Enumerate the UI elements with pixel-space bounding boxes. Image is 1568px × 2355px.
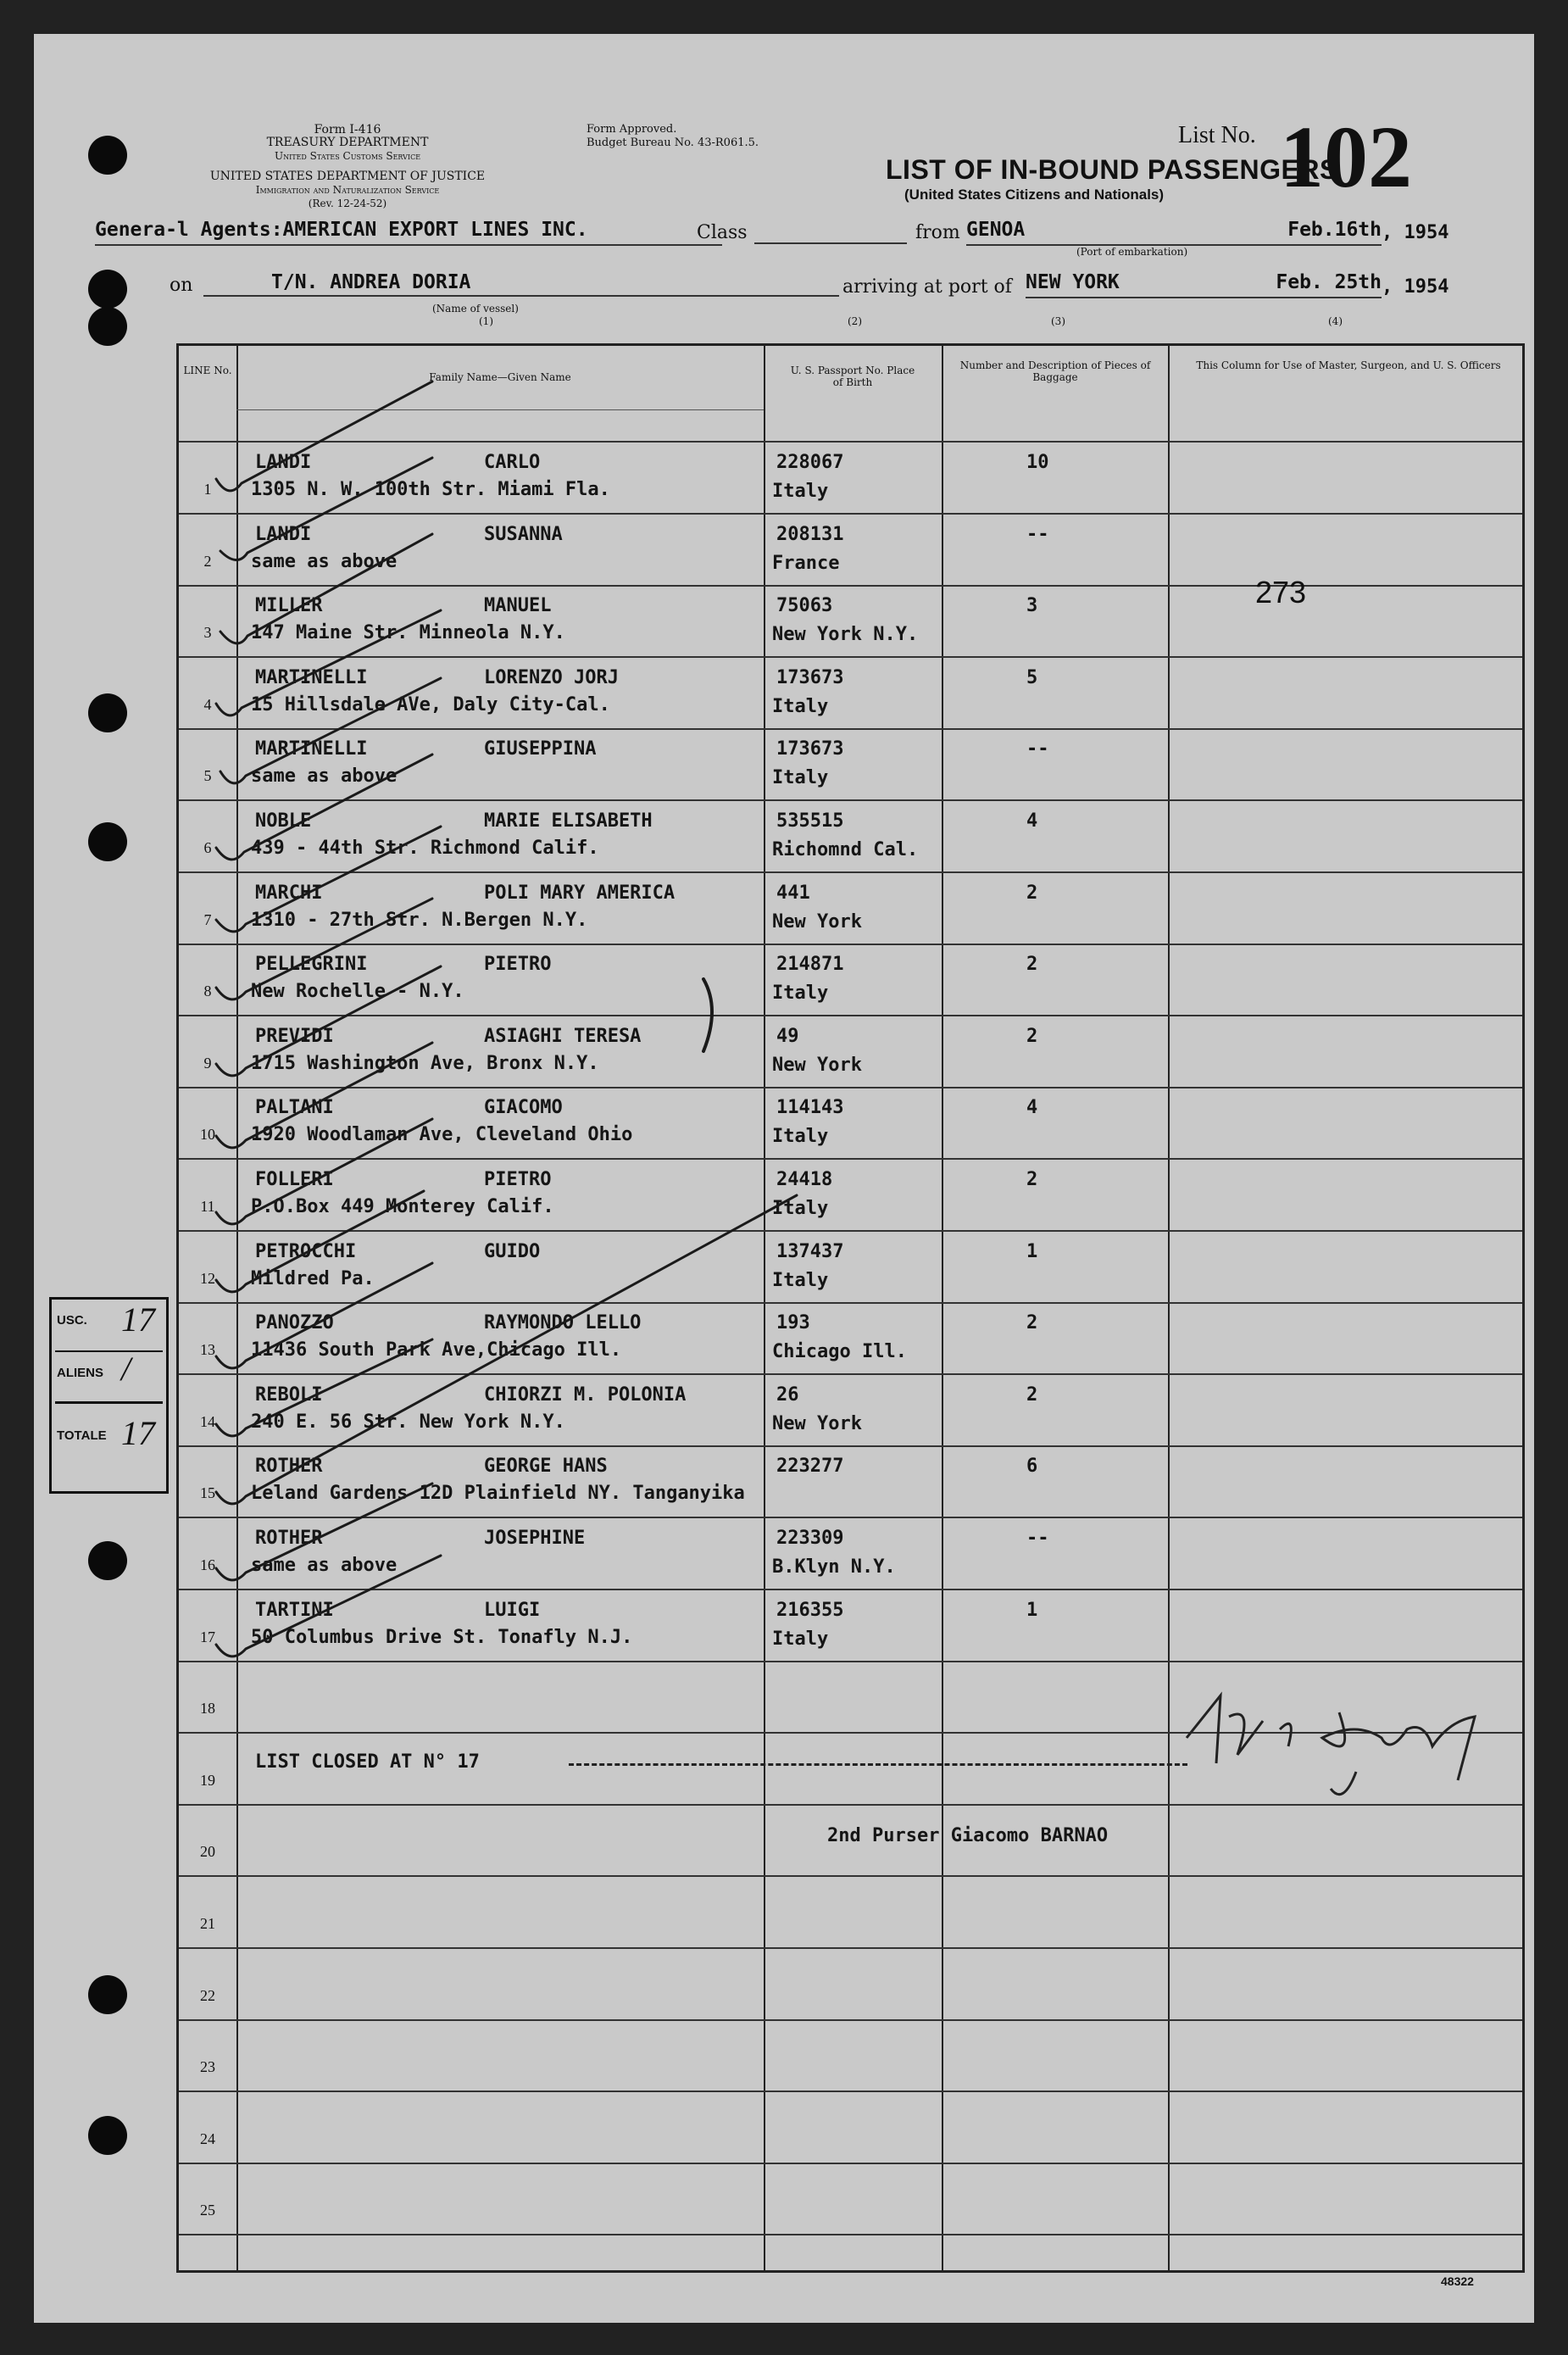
baggage-count: --	[1026, 738, 1049, 760]
family-name: REBOLI	[255, 1383, 323, 1406]
row-number: 4	[203, 695, 212, 713]
baggage-count: 1	[1026, 1240, 1038, 1262]
checkmark	[216, 899, 432, 999]
baggage-count: 2	[1026, 1383, 1038, 1406]
given-name: POLI MARY AMERICA	[484, 882, 676, 904]
place-of-birth: Italy	[772, 481, 829, 502]
place-of-birth: B.Klyn N.Y.	[772, 1556, 896, 1578]
column-2-number: (2)	[848, 315, 862, 327]
baggage-count: 4	[1026, 810, 1038, 832]
customs-service: United States Customs Service	[274, 150, 421, 162]
passport-number: 75063	[776, 595, 833, 617]
row-number: 20	[200, 1843, 215, 1861]
form-revision: (Rev. 12-24-52)	[308, 198, 387, 209]
list-closed-text: LIST CLOSED AT N° 17	[255, 1751, 480, 1773]
row-number: 16	[200, 1556, 215, 1573]
given-name: LUIGI	[484, 1599, 541, 1621]
row-number: 9	[203, 1054, 212, 1072]
justice-dept: UNITED STATES DEPARTMENT OF JUSTICE	[209, 170, 486, 183]
row-number: 2	[203, 552, 212, 570]
place-of-birth: Richomnd Cal.	[772, 839, 919, 860]
row-number: 18	[200, 1700, 215, 1718]
address: 15 Hillsdale AVe, Daly City-Cal.	[251, 693, 610, 715]
arrival-year: , 1954	[1382, 276, 1449, 298]
place-of-birth: Italy	[772, 1628, 829, 1650]
given-name: CARLO	[484, 452, 541, 473]
arrival-port: NEW YORK	[1026, 271, 1220, 298]
baggage-count: 2	[1026, 1312, 1038, 1334]
given-name: LORENZO JORJ	[484, 666, 619, 688]
given-name: GIACOMO	[484, 1097, 563, 1119]
given-name: GUIDO	[484, 1240, 541, 1262]
row-number: 24	[200, 2130, 215, 2147]
baggage-count: 2	[1026, 954, 1038, 976]
place-of-birth: Italy	[772, 767, 829, 789]
port-embarkation-note: (Port of embarkation)	[1076, 246, 1188, 258]
address: 439 - 44th Str. Richmond Calif.	[251, 838, 599, 859]
address: 11436 South Park Ave,Chicago Ill.	[251, 1339, 622, 1361]
place-of-birth: Chicago Ill.	[772, 1341, 907, 1363]
given-name: PIETRO	[484, 954, 552, 976]
address: 50 Columbus Drive St. Tonafly N.J.	[251, 1626, 633, 1648]
family-name: TARTINI	[255, 1599, 334, 1621]
row-number: 6	[203, 839, 212, 856]
on-label: on	[170, 275, 193, 296]
checkmark	[216, 754, 432, 860]
checkmark	[216, 1043, 432, 1148]
address: 1715 Washington Ave, Bronx N.Y.	[251, 1052, 599, 1074]
header-baggage: Number and Description of Pieces of Baggage	[959, 359, 1151, 383]
row-number: 15	[200, 1484, 215, 1502]
checkmark	[216, 1119, 432, 1224]
place-of-birth: Italy	[772, 1126, 829, 1148]
family-name: PREVIDI	[255, 1025, 334, 1047]
page-title: LIST OF IN-BOUND PASSENGERS	[886, 154, 1338, 185]
form-number: Form I-416	[314, 123, 381, 136]
given-name: MANUEL	[484, 595, 552, 617]
baggage-count: 5	[1026, 666, 1038, 688]
checkmark	[216, 1191, 424, 1292]
usc-value: 17	[121, 1300, 155, 1339]
page-subtitle: (United States Citizens and Nationals)	[904, 187, 1165, 203]
passport-number: 208131	[776, 523, 844, 545]
row-number: 12	[200, 1269, 215, 1287]
baggage-count: 2	[1026, 1025, 1038, 1047]
passport-number: 441	[776, 882, 810, 904]
address: P.O.Box 449 Monterey Calif.	[251, 1196, 554, 1217]
budget-bureau: Budget Bureau No. 43-R061.5.	[587, 136, 759, 149]
header-officers: This Column for Use of Master, Surgeon, and U. S. Officers	[1196, 359, 1501, 371]
place-of-birth: Italy	[772, 983, 829, 1005]
place-of-birth: New York	[772, 910, 862, 933]
address: same as above	[251, 550, 398, 572]
manifest-sheet	[34, 34, 1534, 2323]
given-name: RAYMONDO LELLO	[484, 1312, 642, 1334]
family-name: PETROCCHI	[255, 1240, 357, 1262]
address: New Rochelle - N.Y.	[251, 981, 464, 1003]
vessel-name-note: (Name of vessel)	[432, 303, 519, 315]
passport-number: 214871	[776, 954, 844, 976]
row-number: 17	[200, 1628, 215, 1645]
row-number: 22	[200, 1986, 215, 2004]
passport-number: 24418	[776, 1169, 833, 1190]
checkmark	[216, 1263, 432, 1368]
family-name: PELLEGRINI	[255, 954, 368, 976]
arrival-date: Feb. 25th	[1220, 271, 1382, 298]
baggage-count: --	[1026, 1528, 1049, 1549]
family-name: LANDI	[255, 523, 312, 545]
row-number: 11	[200, 1198, 215, 1215]
place-of-birth: Italy	[772, 1269, 829, 1291]
handwritten-marks	[34, 34, 1534, 2323]
treasury-dept: TREASURY DEPARTMENT	[266, 136, 429, 149]
address: 240 E. 56 Str. New York N.Y.	[251, 1411, 565, 1433]
agents-field: Genera-l Agents:AMERICAN EXPORT LINES INC.	[95, 219, 722, 246]
checkmark	[216, 966, 441, 1076]
row-number: 3	[203, 624, 212, 642]
passport-number: 193	[776, 1312, 810, 1334]
baggage-count: 6	[1026, 1456, 1038, 1478]
address: Mildred Pa.	[251, 1267, 375, 1289]
family-name: MILLER	[255, 595, 323, 617]
address: 1305 N. W. 100th Str. Miami Fla.	[251, 479, 610, 500]
address: 1920 Woodlaman Ave, Cleveland Ohio	[251, 1124, 633, 1146]
from-label: from	[915, 222, 960, 243]
family-name: MARTINELLI	[255, 666, 368, 688]
passport-number: 49	[776, 1025, 799, 1047]
checkmark	[216, 1484, 432, 1580]
totale-label: TOTALE	[57, 1428, 107, 1443]
address: 147 Maine Str. Minneola N.Y.	[251, 622, 565, 644]
address: same as above	[251, 766, 398, 788]
passport-number: 114143	[776, 1097, 844, 1119]
baggage-count: 1	[1026, 1599, 1038, 1621]
row-number: 1	[203, 481, 212, 498]
row-number: 7	[203, 910, 212, 928]
given-name: MARIE ELISABETH	[484, 810, 653, 832]
place-of-birth: Italy	[772, 695, 829, 717]
form-code: 48322	[1441, 2274, 1474, 2288]
class-label: Class	[697, 222, 748, 243]
given-name: CHIORZI M. POLONIA	[484, 1383, 687, 1406]
passport-number: 137437	[776, 1240, 844, 1262]
form-approved: Form Approved.	[587, 123, 677, 136]
family-name: FOLLERI	[255, 1169, 334, 1190]
arriving-label: arriving at port of	[842, 276, 1012, 298]
header-name: Family Name—Given Name	[429, 371, 571, 383]
totale-value: 17	[121, 1414, 155, 1452]
row-number: 8	[203, 983, 212, 1000]
officer-note: 273	[1255, 575, 1307, 610]
header-line-no: LINE No.	[183, 365, 232, 376]
place-of-birth: New York	[772, 1412, 862, 1434]
purser-signature-line: 2nd Purser Giacomo BARNAO	[827, 1825, 1109, 1846]
baggage-count: --	[1026, 523, 1049, 545]
ins-service: Immigration and Naturalization Service	[255, 184, 440, 196]
checkmark	[216, 1339, 432, 1436]
baggage-count: 2	[1026, 882, 1038, 904]
address: Leland Gardens 12D Plainfield NY. Tanganyika	[251, 1483, 745, 1505]
passport-number: 228067	[776, 452, 844, 473]
inspector-signature	[1187, 1695, 1475, 1795]
place-of-birth: New York N.Y.	[772, 624, 919, 646]
column-1-number: (1)	[479, 315, 493, 327]
vessel-name: T/N. ANDREA DORIA	[203, 271, 839, 297]
checkmark	[216, 827, 441, 932]
address: same as above	[251, 1555, 398, 1576]
list-number-label: List No.	[1178, 122, 1256, 148]
passport-number: 223277	[776, 1456, 844, 1478]
place-of-birth: New York	[772, 1054, 862, 1076]
row-number: 14	[200, 1412, 215, 1430]
given-name: JOSEPHINE	[484, 1528, 586, 1549]
place-of-birth: France	[772, 552, 840, 574]
baggage-count: 3	[1026, 595, 1038, 617]
row-number: 19	[200, 1771, 215, 1789]
passport-number: 216355	[776, 1599, 844, 1621]
address: 1310 - 27th Str. N.Bergen N.Y.	[251, 909, 588, 931]
usc-label: USC.	[57, 1313, 87, 1328]
baggage-count: 10	[1026, 452, 1049, 473]
column-3-number: (3)	[1051, 315, 1065, 327]
given-name: GEORGE HANS	[484, 1456, 608, 1478]
embark-date: Feb.16th	[1220, 219, 1382, 246]
aliens-value: /	[121, 1350, 131, 1388]
aliens-label: ALIENS	[57, 1366, 104, 1380]
column-4-number: (4)	[1328, 315, 1343, 327]
passport-number: 223309	[776, 1528, 844, 1549]
passport-number: 173673	[776, 666, 844, 688]
embark-year: , 1954	[1382, 222, 1449, 243]
given-name: ASIAGHI TERESA	[484, 1025, 642, 1047]
place-of-birth: Italy	[772, 1198, 829, 1219]
passport-number: 26	[776, 1383, 799, 1406]
family-name: MARCHI	[255, 882, 323, 904]
passport-number: 535515	[776, 810, 844, 832]
given-name: SUSANNA	[484, 523, 563, 545]
given-name: GIUSEPPINA	[484, 738, 597, 760]
baggage-count: 2	[1026, 1169, 1038, 1190]
family-name: MARTINELLI	[255, 738, 368, 760]
checkmark	[220, 458, 432, 560]
row-number: 5	[203, 767, 212, 785]
row-number: 21	[200, 1915, 215, 1932]
header-passport: U. S. Passport No. Place of Birth	[790, 365, 915, 388]
checkmark	[216, 1195, 797, 1504]
family-name: NOBLE	[255, 810, 312, 832]
given-name: PIETRO	[484, 1169, 552, 1190]
family-name: ROTHER	[255, 1456, 323, 1478]
row-number: 23	[200, 2058, 215, 2076]
family-name: LANDI	[255, 452, 312, 473]
family-name: PALTANI	[255, 1097, 334, 1119]
embark-port: GENOA	[966, 219, 1220, 246]
passport-number: 173673	[776, 738, 844, 760]
row-number: 25	[200, 2202, 215, 2219]
family-name: PANOZZO	[255, 1312, 334, 1334]
family-name: ROTHER	[255, 1528, 323, 1549]
list-number: 102	[1280, 109, 1412, 206]
row-number: 10	[200, 1126, 215, 1144]
checkmark	[703, 979, 712, 1051]
baggage-count: 4	[1026, 1097, 1038, 1119]
checkmark	[216, 610, 441, 715]
row-number: 13	[200, 1341, 215, 1359]
